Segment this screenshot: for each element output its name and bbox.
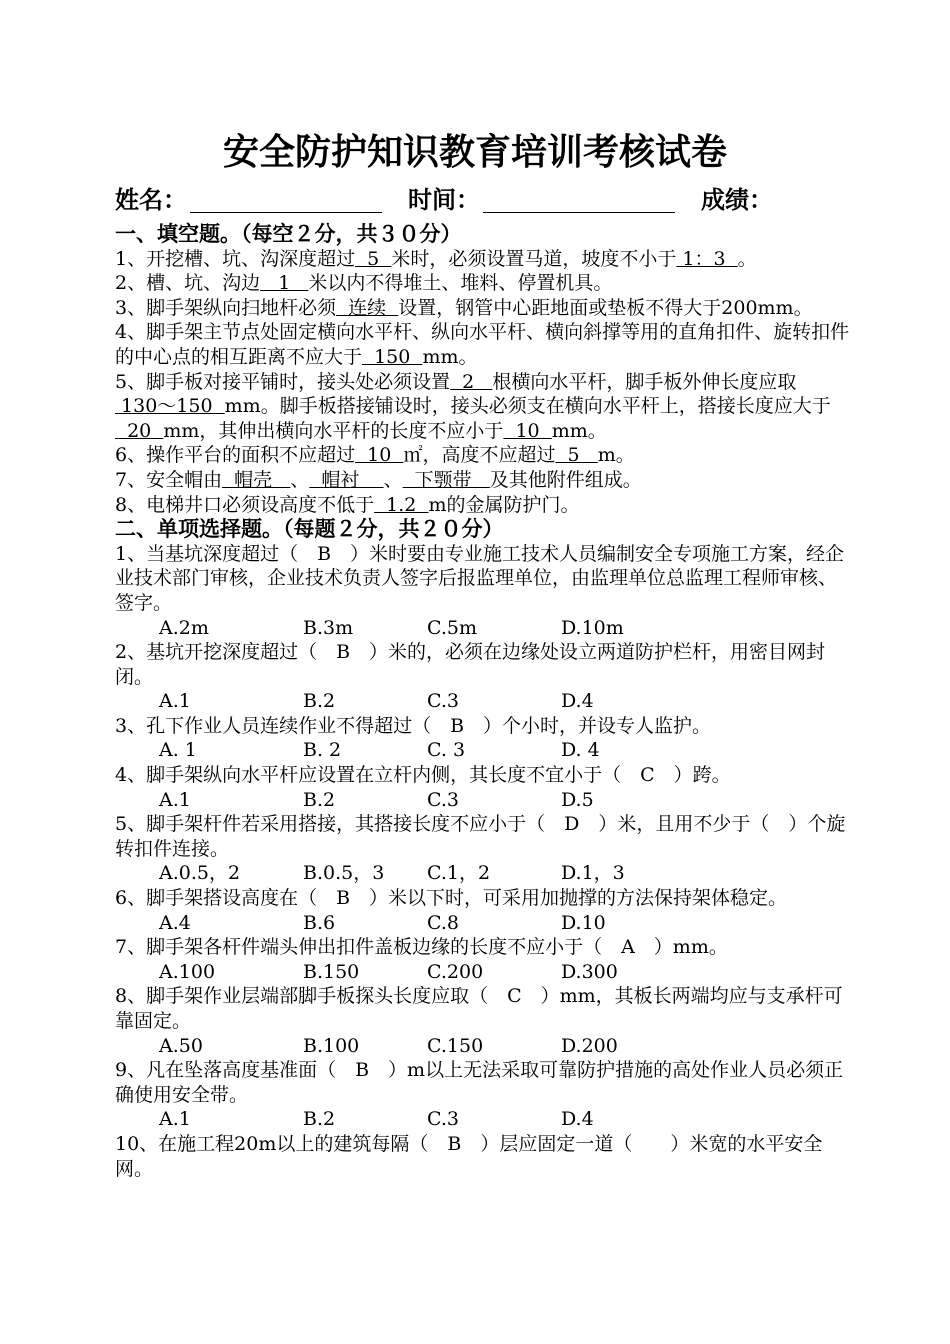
choice-question-2: 2、基坑开挖深度超过（ B ）米的，必须在边缘处设立两道防护栏杆，用密目网封闭。 — [115, 641, 826, 688]
choice-option[interactable]: A.50 — [159, 1034, 203, 1057]
choice-option[interactable]: B.0.5，3 — [303, 862, 385, 885]
choice-option[interactable]: C.3 — [427, 788, 459, 811]
answer-blank: 帽衬 — [309, 468, 384, 491]
choice-question-9: 9、凡在坠落高度基准面（ B ）m以上无法采取可靠防护措施的高处作业人员必须正确使用安全带。 — [115, 1059, 844, 1106]
answer-blank: 1 — [260, 272, 309, 295]
choice-option[interactable]: B.2 — [303, 690, 336, 713]
choice-option[interactable]: D.4 — [561, 690, 594, 713]
choice-option[interactable]: B.3m — [303, 616, 354, 639]
choice-option[interactable]: A.100 — [159, 960, 216, 983]
choice-option[interactable]: B.2 — [303, 788, 336, 811]
choice-question-10: 10、在施工程20m以上的建筑每隔（ B ）层应固定一道（ ）米宽的水平安全网。 — [115, 1132, 823, 1180]
choice-option[interactable]: C.200 — [427, 960, 484, 983]
time-blank[interactable] — [483, 212, 675, 213]
choice-option[interactable]: A.1 — [159, 690, 191, 713]
name-blank[interactable] — [190, 212, 382, 213]
choice-options — [115, 738, 850, 763]
answer-blank: 20 — [115, 419, 164, 442]
answer-blank: 150 — [362, 345, 423, 368]
answer-blank: 130～150 — [115, 395, 225, 418]
choice-option[interactable]: B.100 — [303, 1034, 360, 1057]
question-fill-6: 6、操作平台的面积不应超过 10 ㎡，高度不应超过 5 m。 — [115, 444, 635, 467]
choice-question-7: 7、脚手架各杆件端头伸出扣件盖板边缘的长度不应小于（ A ）mm。 — [115, 936, 728, 959]
question-fill-4: 4、脚手架主节点处固定横向水平杆、纵向水平杆、横向斜撑等用的直角扣件、旋转扣件的中心点的相互距离不应大于 150 mm。 — [115, 321, 850, 368]
choice-option[interactable]: D.200 — [561, 1034, 618, 1057]
choice-option[interactable]: C.3 — [427, 1108, 459, 1131]
choice-question-5: 5、脚手架杆件若采用搭接，其搭接长度不应小于（ D ）米，且用不少于（ ）个旋转扣件连接。 — [115, 813, 846, 860]
question-fill-2: 2、槽、坑、沟边 1 米以内不得堆土、堆料、停置机具。 — [115, 272, 613, 295]
question-fill-3: 3、脚手架纵向扫地杆必须 连续 设置，钢管中心距地面或垫板不得大于200mm。 — [115, 296, 813, 319]
question-fill-7: 7、安全帽由 帽壳 、 帽衬 、 下颚带 及其他附件组成。 — [115, 468, 642, 491]
choice-question-list — [115, 542, 850, 1181]
answer-blank: 5 — [555, 444, 598, 467]
page-title: 安全防护知识教育培训考核试卷 — [222, 131, 727, 173]
choice-option[interactable]: C.150 — [427, 1034, 484, 1057]
choice-option[interactable]: D. 4 — [561, 739, 600, 762]
name-label: 姓名： — [115, 185, 187, 214]
choice-options — [115, 616, 850, 641]
choice-option[interactable]: D.1，3 — [561, 862, 625, 885]
question-fill-8: 8、电梯井口必须设高度不低于 1.2 m的金属防护门。 — [115, 493, 580, 516]
answer-blank: 5 — [355, 247, 392, 270]
answer-blank: 1.2 — [374, 493, 429, 516]
choice-option[interactable]: A.1 — [159, 1108, 191, 1131]
section-heading-single-choice: 二、单项选择题。（每题２分，共２０分） — [115, 516, 504, 542]
choice-option[interactable]: C.1，2 — [427, 862, 491, 885]
answer-blank: 下颚带 — [402, 468, 490, 491]
choice-option[interactable]: B.6 — [303, 911, 336, 934]
choice-option[interactable]: D.10 — [561, 911, 606, 934]
choice-option[interactable]: B. 2 — [303, 739, 342, 762]
choice-option[interactable]: B.150 — [303, 960, 360, 983]
choice-question-6: 6、脚手架搭设高度在（ B ）米以下时，可采用加抛撑的方法保持架体稳定。 — [115, 887, 788, 910]
answer-blank: 10 — [355, 444, 404, 467]
answer-blank: 帽壳 — [222, 468, 291, 491]
choice-question-1: 1、当基坑深度超过（ B ）米时要由专业施工技术人员编制安全专项施工方案，经企业技术部门审核，企业技术负责人签字后报监理单位，由监理单位总监理工程师审核、签字。 — [115, 542, 845, 614]
question-fill-1: 1、开挖槽、坑、沟深度超过 5 米时，必须设置马道，坡度不小于 1：3 。 — [115, 247, 757, 270]
choice-option[interactable]: D.4 — [561, 1108, 594, 1131]
choice-option[interactable]: A.0.5，2 — [159, 862, 241, 885]
choice-option[interactable]: C.8 — [427, 911, 459, 934]
time-label: 时间： — [408, 185, 480, 214]
choice-option[interactable]: D.10m — [561, 616, 624, 639]
choice-options — [115, 960, 850, 985]
choice-option[interactable]: A.2m — [159, 616, 209, 639]
choice-option[interactable]: B.2 — [303, 1108, 336, 1131]
question-fill-5: 5、脚手板对接平铺时，接头处必须设置 2 根横向水平杆，脚手板外伸长度应取 130～150 mm。脚手板搭接铺设时，接头必须支在横向水平杆上，搭接长度应大于 20 mm，其伸出横向水平杆的长度不应小于 10 mm。 — [115, 370, 831, 442]
answer-blank: 连续 — [336, 296, 399, 319]
choice-option[interactable]: C.3 — [427, 690, 459, 713]
choice-option[interactable]: D.300 — [561, 960, 618, 983]
choice-question-3: 3、孔下作业人员连续作业不得超过（ B ）个小时，并设专人监护。 — [115, 714, 712, 737]
choice-options — [115, 861, 850, 886]
score-label: 成绩： — [701, 185, 773, 214]
choice-option[interactable]: C. 3 — [427, 739, 466, 762]
header-info-row — [115, 183, 915, 217]
choice-option[interactable]: D.5 — [561, 788, 594, 811]
answer-blank: 10 — [503, 419, 552, 442]
choice-options — [115, 788, 850, 813]
choice-option[interactable]: A.1 — [159, 788, 191, 811]
choice-option[interactable]: A. 1 — [159, 739, 197, 762]
exam-body — [115, 222, 850, 1181]
choice-options — [115, 689, 850, 714]
choice-options — [115, 911, 850, 936]
choice-options — [115, 1107, 850, 1132]
choice-options — [115, 1034, 850, 1059]
choice-option[interactable]: C.5m — [427, 616, 478, 639]
choice-question-8: 8、脚手架作业层端部脚手板探头长度应取（ C ）mm，其板长两端均应与支承杆可靠固定。 — [115, 985, 843, 1032]
section-heading-fill-blank: 一、填空题。（每空２分，共３０分） — [115, 221, 462, 246]
answer-blank: 1：3 — [676, 247, 738, 270]
choice-option[interactable]: A.4 — [159, 911, 191, 934]
answer-blank: 2 — [450, 370, 493, 393]
choice-question-4: 4、脚手架纵向水平杆应设置在立杆内侧，其长度不宜小于（ C ）跨。 — [115, 764, 731, 787]
